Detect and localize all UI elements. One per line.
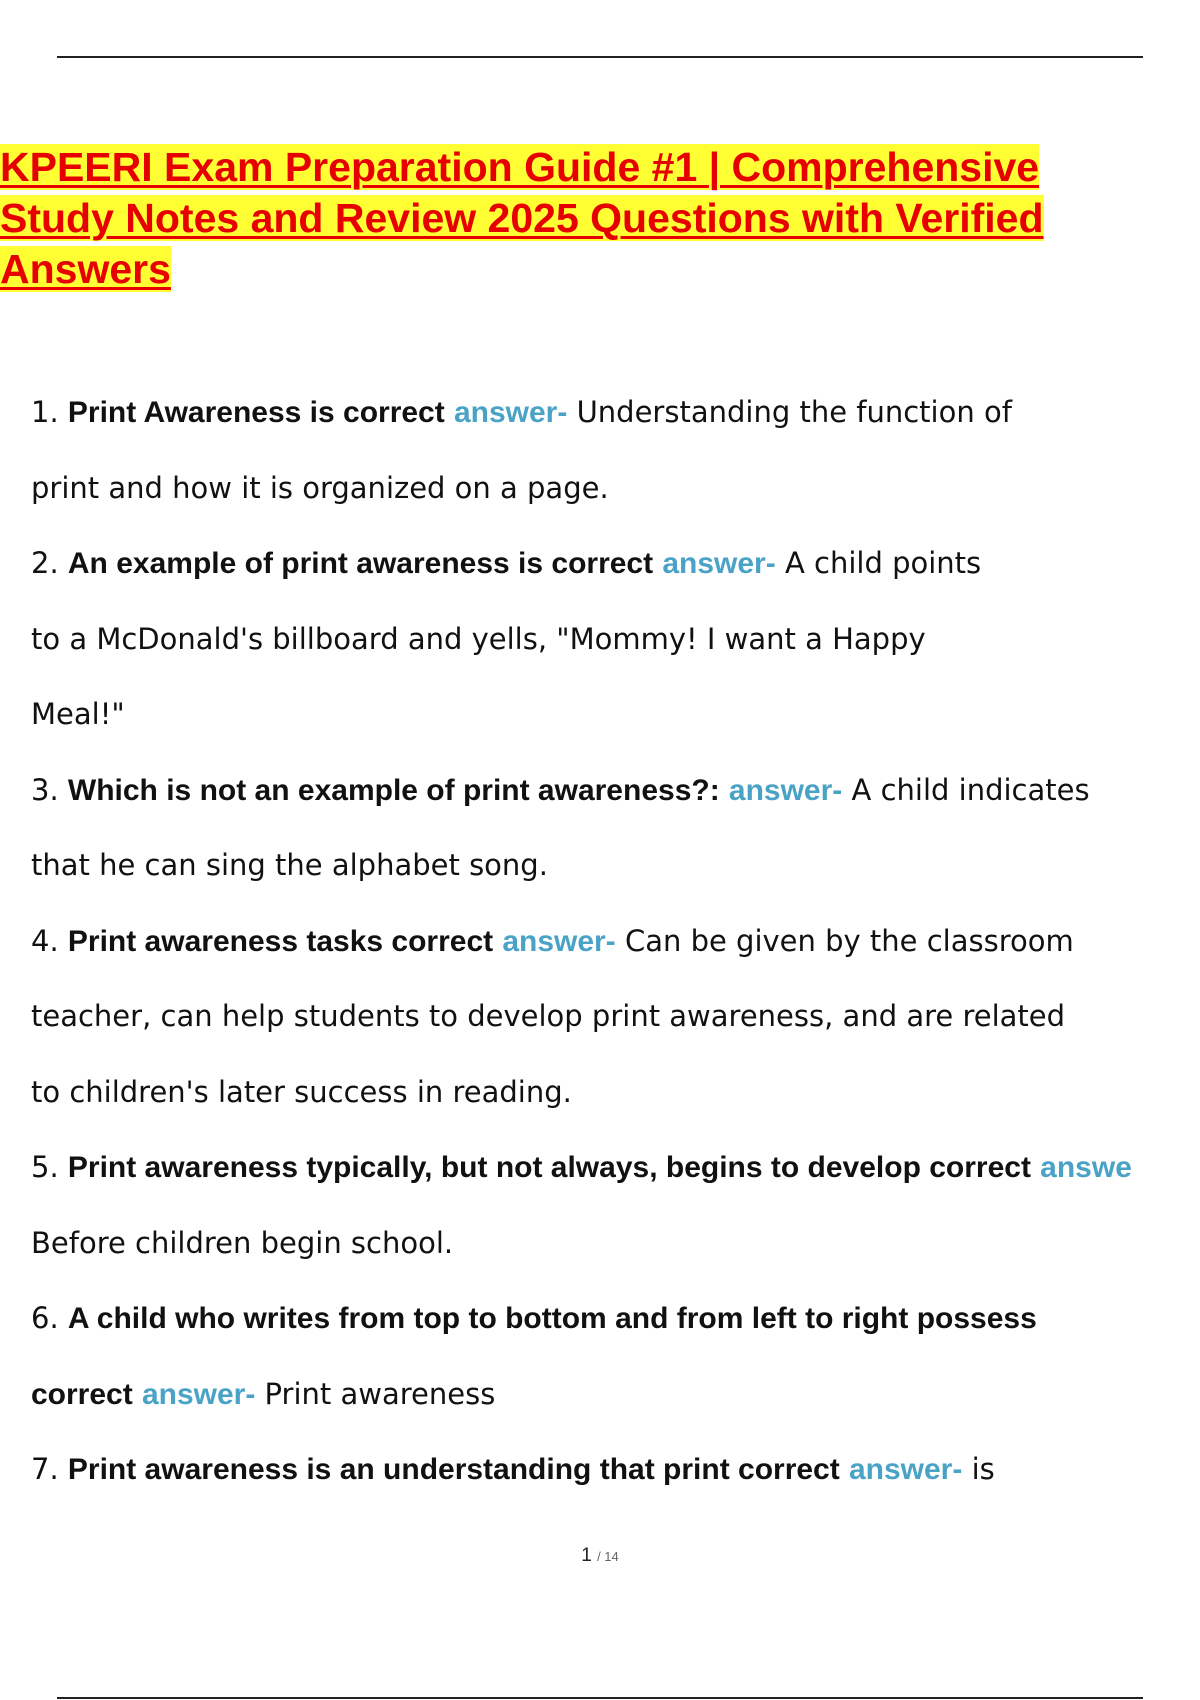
answer-label: answer- xyxy=(662,547,776,580)
answer-text: to children's later success in reading. xyxy=(31,1074,572,1109)
answer-label: answe xyxy=(1040,1151,1132,1184)
question-answer-list xyxy=(31,375,1200,1508)
question-number: 2. xyxy=(31,546,59,580)
question-number: 5. xyxy=(31,1150,59,1184)
list-item xyxy=(31,904,1200,980)
title-line-2: Study Notes and Review 2025 Questions with Verified xyxy=(0,195,1044,241)
list-item xyxy=(31,1055,1200,1131)
list-item xyxy=(31,1281,1200,1357)
title-line-3: Answers xyxy=(0,246,171,292)
page-number xyxy=(0,1545,1200,1567)
question-number: 3. xyxy=(31,772,59,807)
question-text: Print awareness typically, but not always, begins to develop correct xyxy=(67,1151,1031,1184)
answer-text: to a McDonald's billboard and yells, "Mommy! I want a Happy xyxy=(31,621,926,656)
answer-label: answer- xyxy=(141,1377,256,1411)
answer-text: Can be given by the classroom xyxy=(624,923,1074,958)
answer-text: that he can sing the alphabet song. xyxy=(31,848,548,882)
list-item xyxy=(31,451,1200,527)
page-current: 1 xyxy=(581,1545,592,1566)
bottom-rule xyxy=(57,1697,1143,1699)
question-number: 7. xyxy=(31,1452,59,1486)
question-text: Which is not an example of print awareness?: xyxy=(67,773,720,807)
document-title xyxy=(0,142,1190,295)
answer-text: print and how it is organized on a page. xyxy=(31,470,609,505)
answer-text: Before children begin school. xyxy=(31,1225,454,1260)
answer-label: answer- xyxy=(848,1453,963,1486)
answer-text: A child indicates xyxy=(851,772,1090,807)
list-item xyxy=(31,375,1200,451)
question-text: Print awareness is an understanding that print correct xyxy=(67,1453,840,1486)
answer-label: answer- xyxy=(453,396,568,429)
list-item xyxy=(31,1206,1200,1282)
list-item xyxy=(31,1357,1200,1433)
question-number: 6. xyxy=(31,1301,59,1335)
list-item xyxy=(31,526,1200,602)
question-number: 4. xyxy=(31,923,59,958)
answer-text: is xyxy=(971,1452,995,1486)
answer-text: Meal!" xyxy=(31,697,125,731)
list-item xyxy=(31,1432,1200,1508)
answer-label: answer- xyxy=(502,924,616,958)
title-line-1: KPEERI Exam Preparation Guide #1 | Comprehensive xyxy=(0,144,1040,190)
question-number: 1. xyxy=(31,395,59,429)
list-item xyxy=(31,753,1200,829)
question-text: A child who writes from top to bottom and from left to right possess xyxy=(67,1302,1037,1335)
list-item xyxy=(31,602,1200,678)
list-item xyxy=(31,828,1200,904)
answer-label: answer- xyxy=(728,773,843,807)
question-text: correct xyxy=(31,1377,133,1411)
list-item xyxy=(31,1130,1200,1206)
answer-text: Understanding the function of xyxy=(576,395,1012,429)
answer-text: A child points xyxy=(784,546,982,580)
answer-text: Print awareness xyxy=(264,1376,496,1411)
question-text: An example of print awareness is correct xyxy=(67,547,654,580)
list-item xyxy=(31,979,1200,1055)
top-rule xyxy=(57,56,1143,58)
page-total: / 14 xyxy=(597,1549,619,1564)
answer-text: teacher, can help students to develop print awareness, and are related xyxy=(31,999,1066,1033)
list-item xyxy=(31,677,1200,753)
question-text: Print Awareness is correct xyxy=(67,396,445,429)
question-text: Print awareness tasks correct xyxy=(67,924,494,958)
